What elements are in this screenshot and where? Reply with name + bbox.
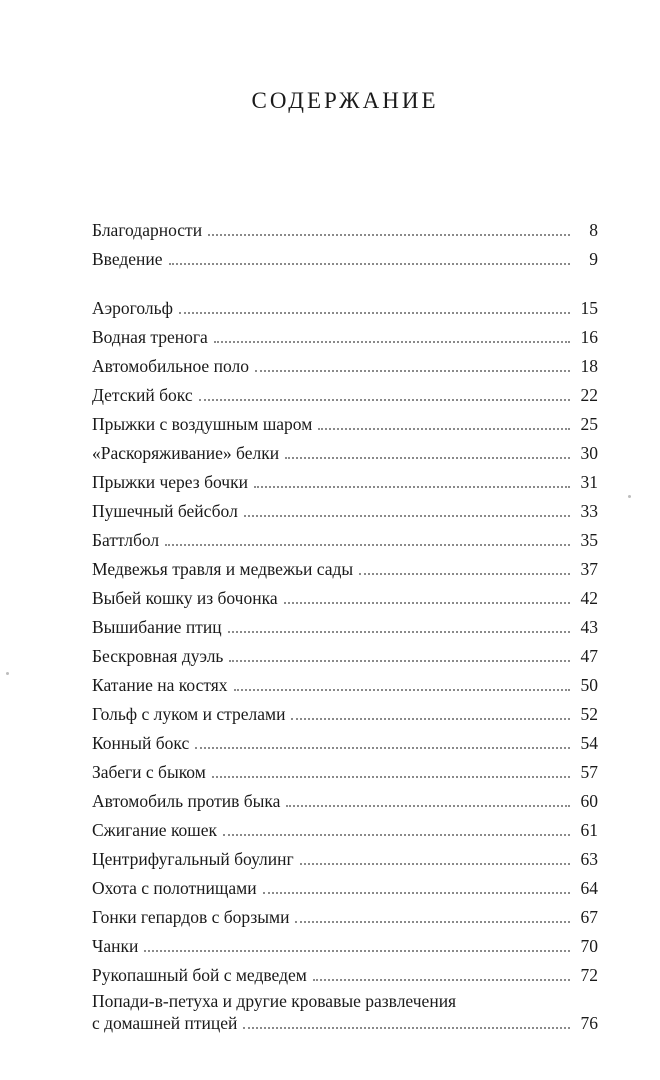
dot-leader [169, 263, 570, 265]
entry-page-number: 30 [580, 443, 598, 463]
dot-leader [229, 660, 570, 662]
dot-leader [223, 834, 570, 836]
page-title: СОДЕРЖАНИЕ [251, 88, 439, 113]
entry-page-number: 31 [580, 472, 598, 492]
toc-entry [92, 551, 598, 580]
dot-leader [285, 457, 570, 459]
entry-name: Центрифугальный боулинг [92, 849, 294, 869]
entry-page-number: 76 [580, 1013, 598, 1033]
entry-name: Введение [92, 249, 163, 269]
entry-name: Бескровная дуэль [92, 646, 224, 666]
dot-leader [214, 341, 570, 343]
toc-entry [92, 754, 598, 783]
entry-page-number: 60 [580, 791, 598, 811]
toc-entry [92, 957, 598, 986]
dot-leader [263, 892, 570, 894]
toc-entry [92, 348, 598, 377]
entry-page-number: 16 [580, 327, 598, 347]
table-of-contents [92, 212, 598, 1034]
entry-page-number: 37 [580, 559, 598, 579]
toc-entry [92, 319, 598, 348]
entry-name: Катание на костях [92, 675, 228, 695]
entry-page-number: 9 [589, 249, 598, 269]
entry-name: Вышибание птиц [92, 617, 222, 637]
toc-entry [92, 377, 598, 406]
toc-entry [92, 667, 598, 696]
dot-leader [208, 234, 570, 236]
toc-entry [92, 493, 598, 522]
entry-name: Детский бокс [92, 385, 193, 405]
chapter-list [92, 290, 598, 1034]
dot-leader [291, 718, 570, 720]
entry-page-number: 47 [580, 646, 598, 666]
entry-page-number: 43 [580, 617, 598, 637]
entry-name: Конный бокс [92, 733, 190, 753]
dot-leader [234, 689, 570, 691]
dot-leader [313, 979, 570, 981]
toc-entry [92, 696, 598, 725]
entry-page-number: 57 [580, 762, 598, 782]
entry-name: Благодарности [92, 220, 203, 240]
toc-entry [92, 841, 598, 870]
entry-page-number: 18 [580, 356, 598, 376]
dot-leader [255, 370, 570, 372]
toc-entry [92, 812, 598, 841]
entry-name: Выбей кошку из бочонка [92, 588, 278, 608]
entry-name: Гонки гепардов с борзыми [92, 907, 290, 927]
toc-entry [92, 986, 598, 1034]
dot-leader [284, 602, 570, 604]
entry-name: Автомобильное поло [92, 356, 249, 376]
toc-entry [92, 464, 598, 493]
entry-page-number: 22 [580, 385, 598, 405]
entry-name: Водная тренога [92, 327, 208, 347]
toc-entry [92, 928, 598, 957]
toc-entry [92, 580, 598, 609]
entry-page-number: 63 [580, 849, 598, 869]
toc-entry [92, 212, 598, 241]
toc-entry [92, 870, 598, 899]
entry-name: Прыжки с воздушным шаром [92, 414, 313, 434]
dot-leader [286, 805, 570, 807]
entry-name: Прыжки через бочки [92, 472, 248, 492]
toc-entry [92, 899, 598, 928]
dot-leader [244, 515, 570, 517]
dot-leader [228, 631, 570, 633]
entry-row2 [92, 1012, 598, 1034]
entry-name: Сжигание кошек [92, 820, 218, 840]
toc-entry [92, 435, 598, 464]
dot-leader [199, 399, 570, 401]
dot-leader [179, 312, 570, 314]
toc-entry [92, 522, 598, 551]
entry-page-number: 61 [580, 820, 598, 840]
page-speck [6, 672, 9, 675]
dot-leader [359, 573, 570, 575]
entry-name: Рукопашный бой с медведем [92, 965, 307, 985]
dot-leader [300, 863, 570, 865]
entry-name: Медвежья травля и медвежьи сады [92, 559, 354, 579]
dot-leader [243, 1027, 570, 1029]
entry-page-number: 72 [580, 965, 598, 985]
entry-name-line1: Попади-в-петуха и другие кровавые развлечения [92, 991, 457, 1011]
entry-page-number: 64 [580, 878, 598, 898]
entry-page-number: 15 [580, 298, 598, 318]
entry-name: Чанки [92, 936, 139, 956]
entry-page-number: 25 [580, 414, 598, 434]
entry-name: Аэрогольф [92, 298, 173, 318]
entry-page-number: 33 [580, 501, 598, 521]
entry-page-number: 52 [580, 704, 598, 724]
front-matter-list [92, 212, 598, 270]
dot-leader [165, 544, 570, 546]
entry-name: «Раскоряживание» белки [92, 443, 280, 463]
entry-name: Автомобиль против быка [92, 791, 281, 811]
entry-name: Забеги с быком [92, 762, 206, 782]
toc-entry [92, 725, 598, 754]
toc-entry [92, 783, 598, 812]
dot-leader [144, 950, 570, 952]
toc-entry [92, 638, 598, 667]
entry-page-number: 54 [580, 733, 598, 753]
entry-page-number: 67 [580, 907, 598, 927]
entry-name-line2: с домашней птицей [92, 1013, 238, 1033]
entry-name: Гольф с луком и стрелами [92, 704, 286, 724]
page-speck [628, 495, 631, 498]
entry-page-number: 42 [580, 588, 598, 608]
entry-name: Баттлбол [92, 530, 160, 550]
toc-entry [92, 241, 598, 270]
entry-name: Пушечный бейсбол [92, 501, 238, 521]
entry-page-number: 8 [589, 220, 598, 240]
dot-leader [254, 486, 570, 488]
dot-leader [195, 747, 570, 749]
dot-leader [212, 776, 570, 778]
toc-entry [92, 609, 598, 638]
dot-leader [295, 921, 570, 923]
dot-leader [318, 428, 570, 430]
entry-name: Охота с полотнищами [92, 878, 257, 898]
toc-entry [92, 290, 598, 319]
entry-page-number: 35 [580, 530, 598, 550]
entry-page-number: 70 [580, 936, 598, 956]
toc-entry [92, 406, 598, 435]
entry-page-number: 50 [580, 675, 598, 695]
